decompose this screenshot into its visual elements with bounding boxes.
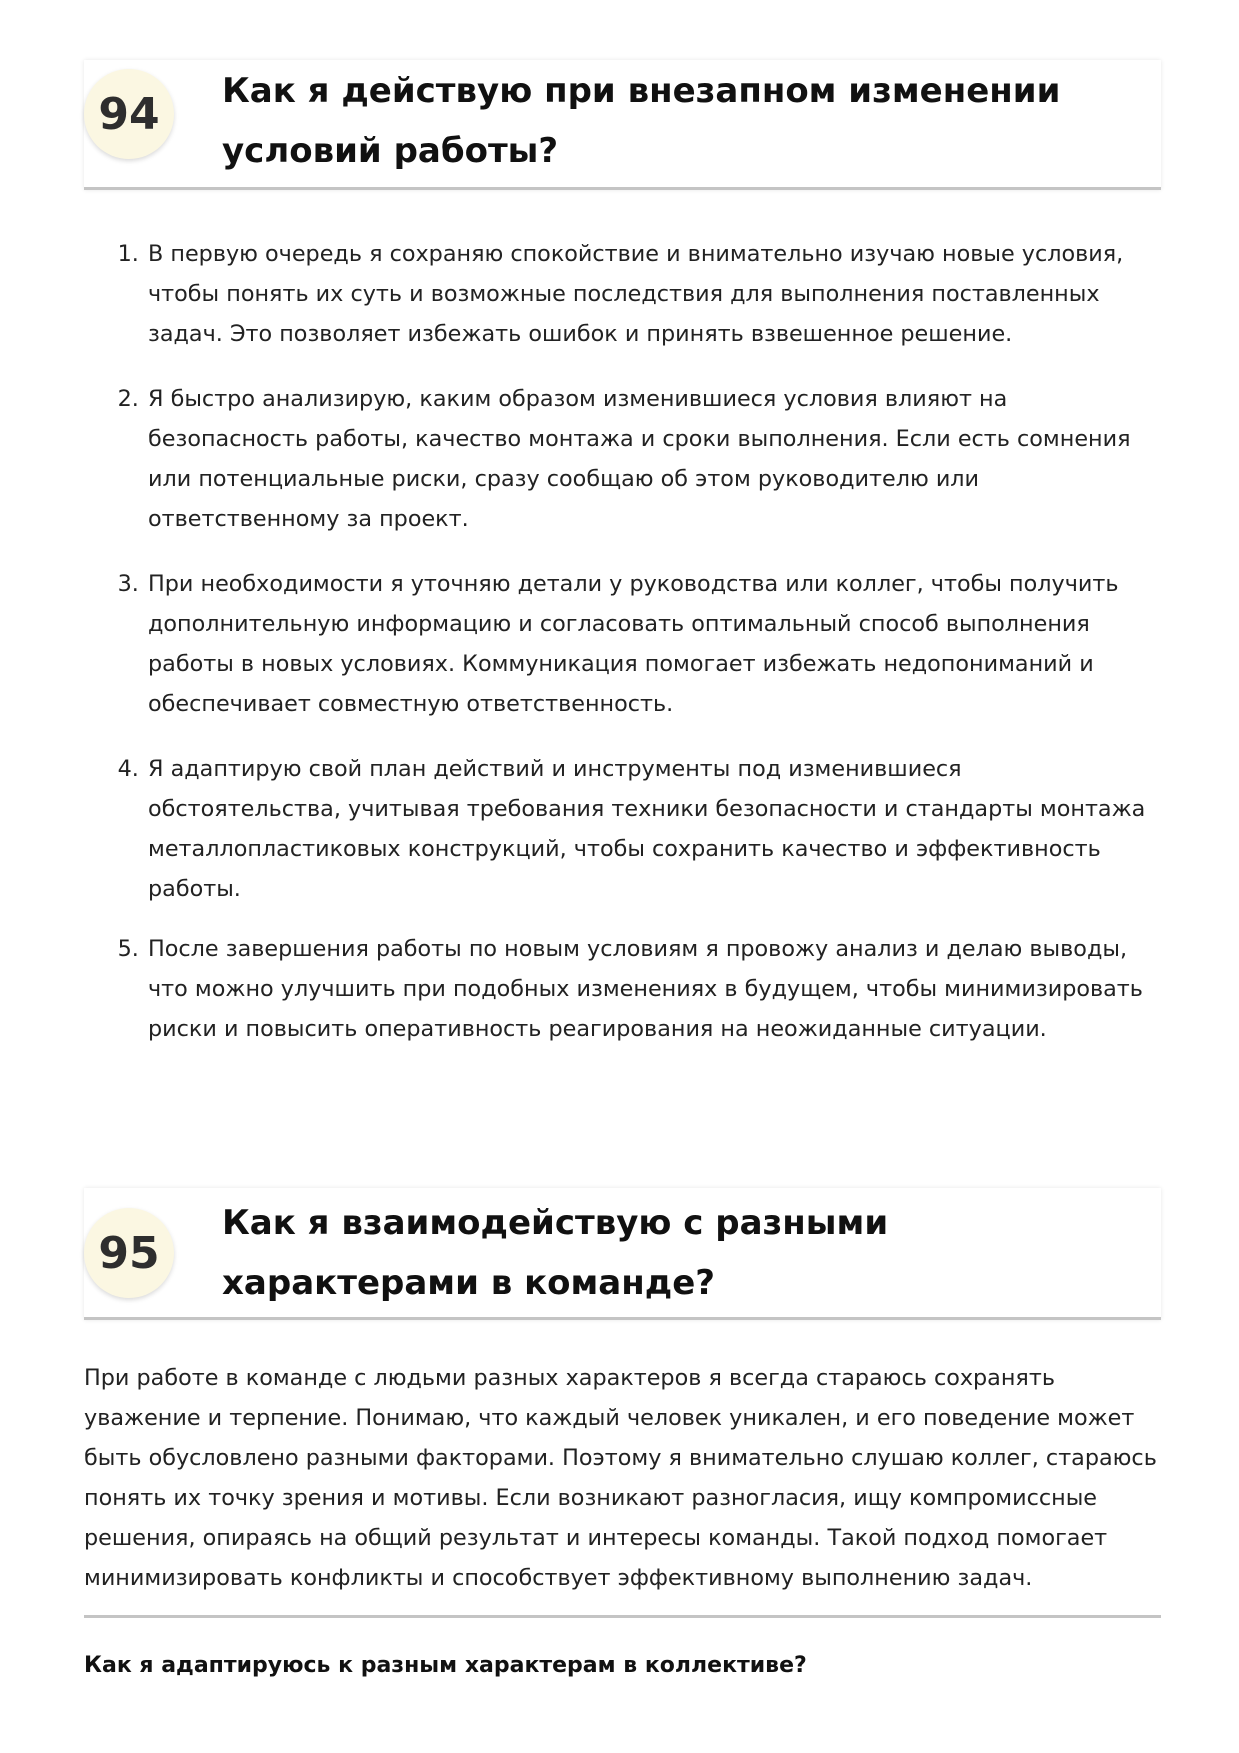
question-95 bbox=[84, 1188, 1161, 1681]
question-95-header bbox=[84, 1188, 1161, 1320]
list-item: 3. При необходимости я уточняю детали у руководства или коллег, чтобы получить дополнительную информацию и согласовать оптимальный способ выполнения работы в новых условиях. Коммуникация помогает избежать недопониманий и обеспечивает совместную ответственность. bbox=[146, 564, 1161, 724]
question-number: 94 bbox=[98, 88, 160, 140]
question-number-badge bbox=[84, 1208, 174, 1298]
list-item: 4. Я адаптирую свой план действий и инструменты под изменившиеся обстоятельства, учитывая требования техники безопасности и стандарты монтажа металлопластиковых конструкций, чтобы сохранить качество и эффективность работы. bbox=[146, 749, 1161, 909]
answer-paragraph: При работе в команде с людьми разных характеров я всегда стараюсь сохранять уважение и терпение. Понимаю, что каждый человек уникален, и его поведение может быть обусловлено разными факторами. Поэтому я внимательно слушаю коллег, стараюсь понять их точку зрения и мотивы. Если возникают разногласия, ищу компромиссные решения, опираясь на общий результат и интересы команды. Такой подход помогает минимизировать конфликты и способствует эффективному выполнению задач. bbox=[84, 1365, 1157, 1591]
list-item: 1. В первую очередь я сохраняю спокойствие и внимательно изучаю новые условия, чтобы понять их суть и возможные последствия для выполнения поставленных задач. Это позволяет избежать ошибок и принять взвешенное решение. bbox=[146, 234, 1161, 354]
question-94-header bbox=[84, 60, 1161, 190]
question-title: Как я действую при внезапном изменении условий работы? bbox=[222, 71, 1061, 171]
list-item: 5. После завершения работы по новым условиям я провожу анализ и делаю выводы, что можно улучшить при подобных изменениях в будущем, чтобы минимизировать риски и повысить оперативность реагирования на неожиданные ситуации. bbox=[146, 929, 1161, 1049]
question-number-badge bbox=[84, 69, 174, 159]
question-number: 95 bbox=[98, 1227, 160, 1279]
list-item: 2. Я быстро анализирую, каким образом изменившиеся условия влияют на безопасность работы, качество монтажа и сроки выполнения. Если есть сомнения или потенциальные риски, сразу сообщаю об этом руководителю или ответственному за проект. bbox=[146, 379, 1161, 539]
divider bbox=[84, 1615, 1161, 1618]
follow-up-question: Как я адаптируюсь к разным характерам в коллективе? bbox=[84, 1653, 807, 1678]
question-title: Как я взаимодействую с разными характерами в команде? bbox=[222, 1203, 889, 1303]
answer-list bbox=[84, 234, 1161, 1049]
question-94 bbox=[84, 60, 1161, 1074]
